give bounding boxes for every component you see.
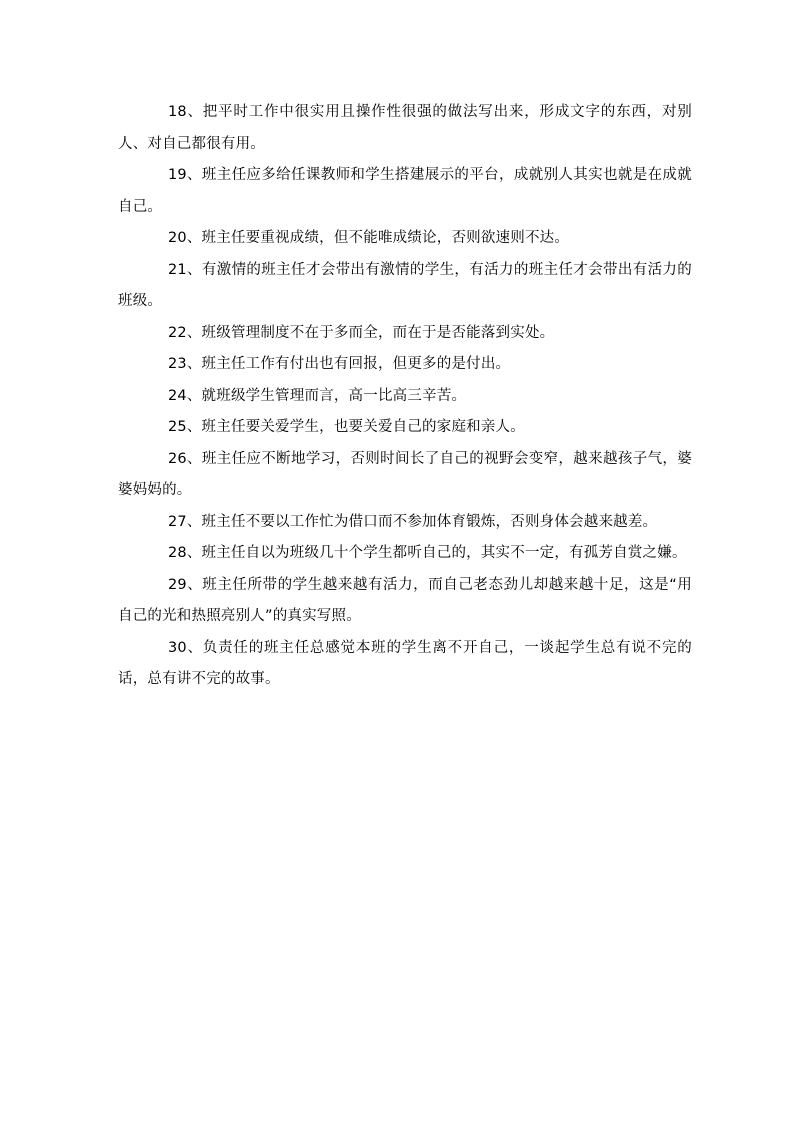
paragraph-30: 30、负责任的班主任总感觉本班的学生离不开自己，一谈起学生总有说不完的话，总有讲不完的故事。: [118, 639, 692, 687]
document-body: [118, 97, 692, 696]
paragraph-22: 22、班级管理制度不在于多而全，而在于是否能落到实处。: [168, 324, 555, 341]
paragraph-28: 28、班主任自以为班级几十个学生都听自己的，其实不一定，有孤芳自赏之嫌。: [168, 545, 687, 561]
paragraph-26: 26、班主任应不断地学习，否则时间长了自己的视野会变窄，越来越孩子气，婆婆妈妈的。: [118, 450, 692, 498]
paragraph-21: 21、有激情的班主任才会带出有激情的学生，有活力的班主任才会带出有活力的班级。: [118, 261, 692, 309]
paragraph-25: 25、班主任要关爱学生，也要关爱自己的家庭和亲人。: [168, 419, 525, 435]
paragraph-24: 24、就班级学生管理而言，高一比高三辛苦。: [168, 387, 467, 404]
paragraph-18: 18、把平时工作中很实用且操作性很强的做法写出来，形成文字的东西，对别人、对自己都很有用。: [118, 104, 692, 152]
paragraph-29: 29、班主任所带的学生越来越有活力，而自己老态劲儿却越来越十足，这是“用自己的光和热照亮别人”的真实写照。: [118, 576, 692, 624]
paragraph-19: 19、班主任应多给任课教师和学生搭建展示的平台，成就别人其实也就是在成就自己。: [118, 167, 692, 215]
paragraph-27: 27、班主任不要以工作忙为借口而不参加体育锻炼，否则身体会越来越差。: [168, 513, 658, 530]
paragraph-20: 20、班主任要重视成绩，但不能唯成绩论，否则欲速则不达。: [168, 230, 570, 246]
paragraph-23: 23、班主任工作有付出也有回报，但更多的是付出。: [168, 356, 511, 372]
